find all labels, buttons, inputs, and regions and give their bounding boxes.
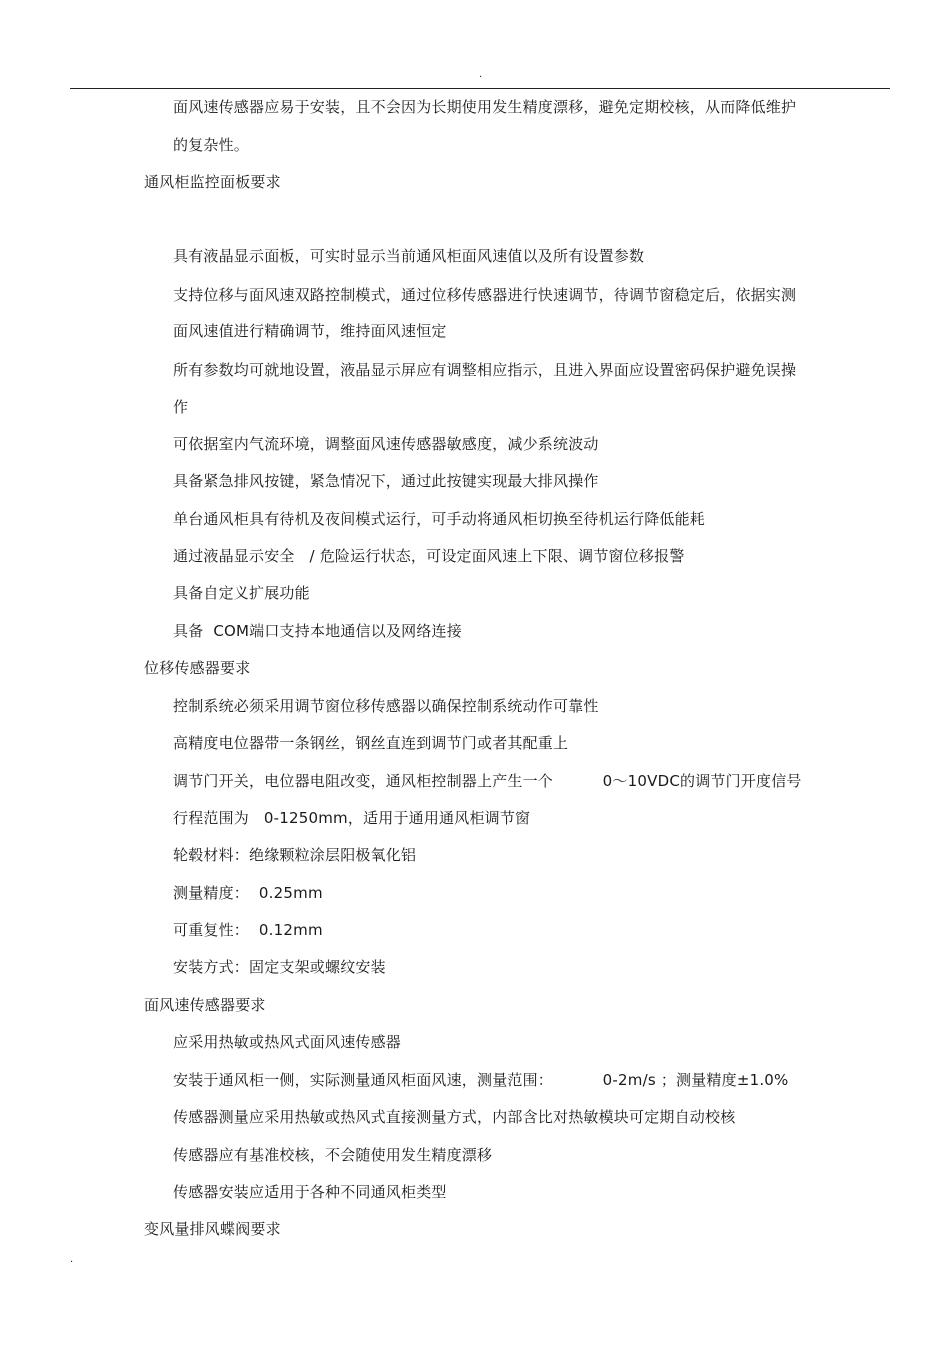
list-item: 通过液晶显示安全 / 危险运行状态，可设定面风速上下限、调节窗位移报警: [173, 547, 685, 565]
list-item: 可重复性： 0.12mm: [173, 921, 323, 939]
section-heading-monitor-panel: 通风柜监控面板要求: [144, 173, 281, 191]
list-item: 可依据室内气流环境，调整面风速传感器敏感度，减少系统波动: [173, 435, 599, 453]
list-item: 安装于通风柜一侧，实际测量通风柜面风速，测量范围： 0-2m/s ；测量精度±1.0%: [173, 1071, 789, 1089]
list-item: 单台通风柜具有待机及夜间模式运行，可手动将通风柜切换至待机运行降低能耗: [173, 510, 706, 528]
body-line: 的复杂性。: [173, 136, 250, 154]
list-item: 调节门开关，电位器电阻改变，通风柜控制器上产生一个 0～10VDC的调节门开度信号: [173, 772, 802, 790]
section-heading-exhaust-damper: 变风量排风蝶阀要求: [144, 1220, 281, 1238]
list-item: 具有液晶显示面板，可实时显示当前通风柜面风速值以及所有设置参数: [173, 247, 645, 265]
list-item: 具备紧急排风按键，紧急情况下，通过此按键实现最大排风操作: [173, 472, 599, 490]
list-item: 高精度电位器带一条钢丝，钢丝直连到调节门或者其配重上: [173, 734, 569, 752]
body-line: 面风速传感器应易于安装，且不会因为长期使用发生精度漂移，避免定期校核，从而降低维护: [173, 98, 797, 116]
section-heading-displacement-sensor: 位移传感器要求: [144, 659, 251, 677]
list-item: 应采用热敏或热风式面风速传感器: [173, 1033, 402, 1051]
list-item: 行程范围为 0-1250mm，适用于通用通风柜调节窗: [173, 809, 531, 827]
list-item: 轮毂材料：绝缘颗粒涂层阳极氧化铝: [173, 846, 417, 864]
list-item: 控制系统必须采用调节窗位移传感器以确保控制系统动作可靠性: [173, 697, 599, 715]
header-rule: [70, 88, 890, 89]
list-item-continuation: 作: [173, 398, 189, 416]
section-heading-face-velocity-sensor: 面风速传感器要求: [144, 996, 266, 1014]
list-item: 传感器应有基准校核，不会随使用发生精度漂移: [173, 1146, 493, 1164]
list-item: 测量精度： 0.25mm: [173, 884, 323, 902]
list-item: 支持位移与面风速双路控制模式，通过位移传感器进行快速调节，待调节窗稳定后，依据实测: [173, 286, 797, 304]
header-mark: .: [479, 69, 483, 80]
list-item: 具备 COM端口支持本地通信以及网络连接: [173, 622, 462, 640]
list-item: 所有参数均可就地设置，液晶显示屏应有调整相应指示，且进入界面应设置密码保护避免误操: [173, 361, 797, 379]
list-item: 传感器测量应采用热敏或热风式直接测量方式，内部含比对热敏模块可定期自动校核: [173, 1108, 736, 1126]
list-item: 具备自定义扩展功能: [173, 584, 310, 602]
list-item: 传感器安装应适用于各种不同通风柜类型: [173, 1183, 447, 1201]
footer-mark: .: [70, 1254, 74, 1265]
list-item: 安装方式：固定支架或螺纹安装: [173, 958, 386, 976]
list-item-continuation: 面风速值进行精确调节，维持面风速恒定: [173, 322, 447, 340]
